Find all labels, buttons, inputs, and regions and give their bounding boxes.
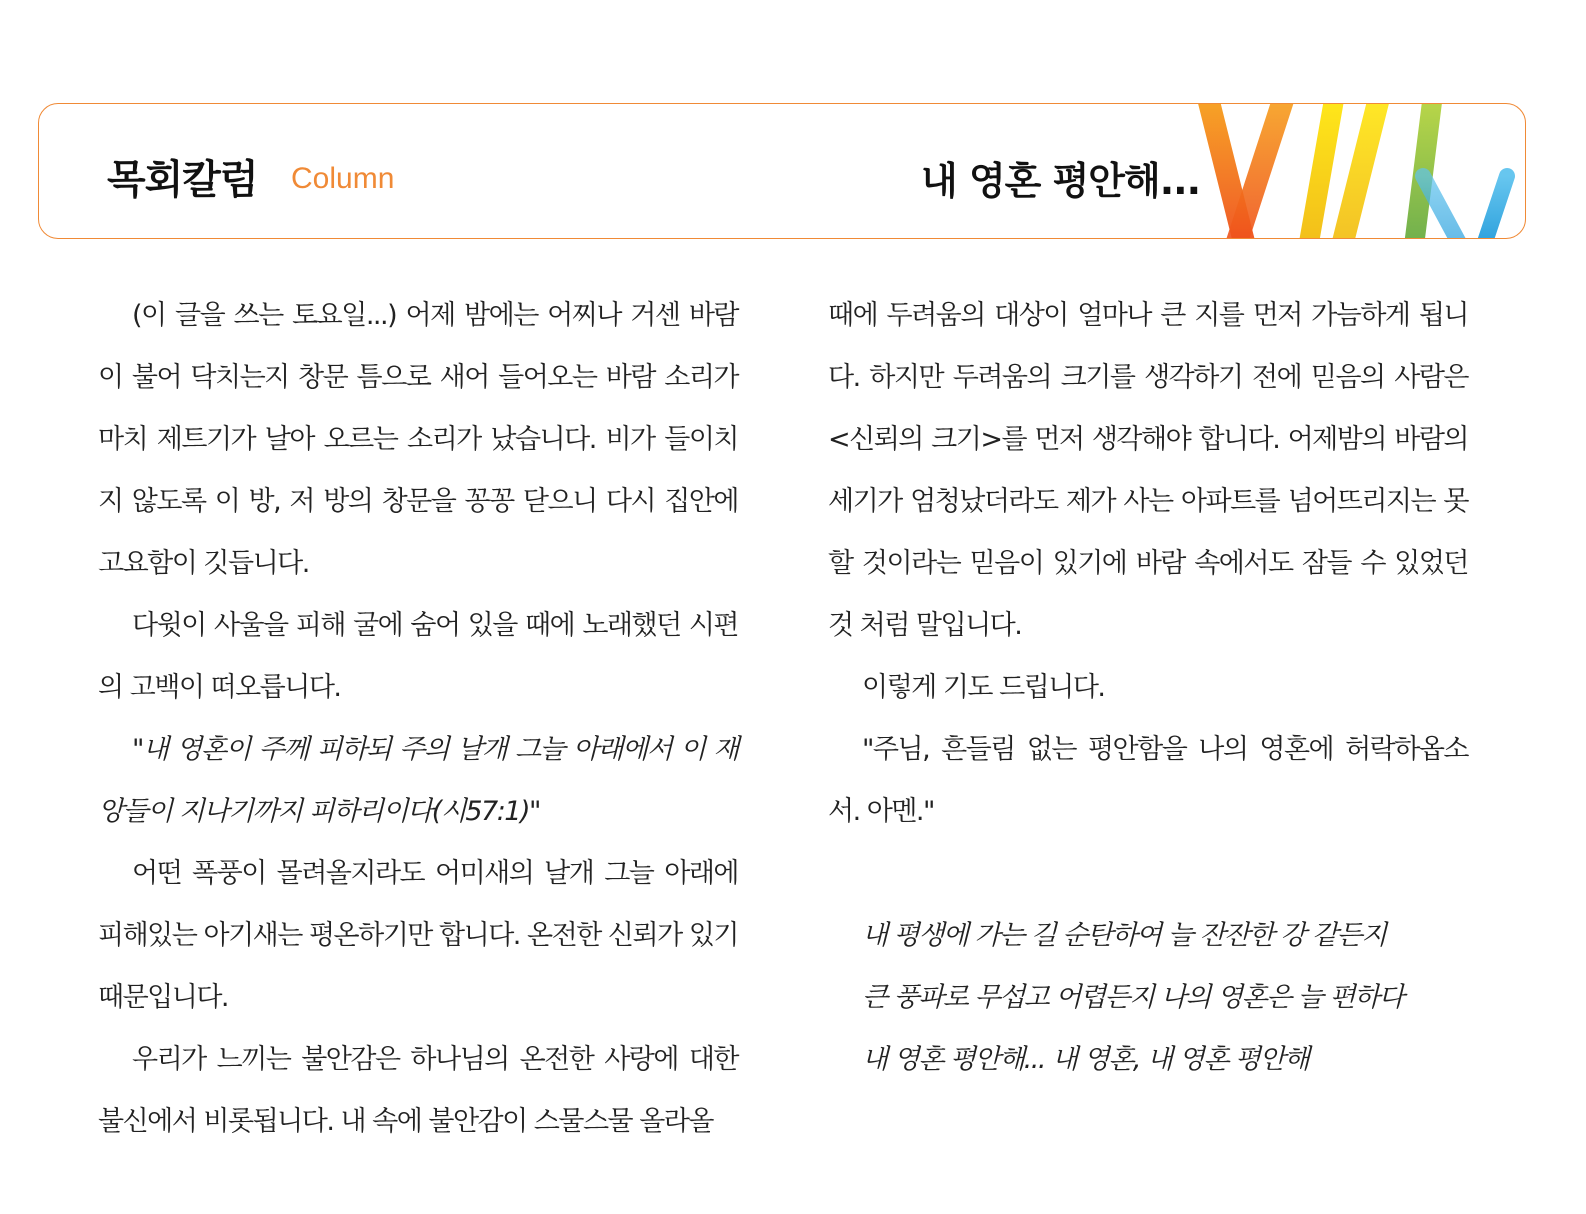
scripture-quote: "내 영혼이 주께 피하되 주의 날개 그늘 아래에서 이 재앙들이 지나기까지 피하리이다(시57:1)" — [98, 734, 738, 827]
color-stripes-decoration — [1195, 104, 1525, 239]
column-right — [828, 285, 1468, 1091]
hymn-line: 내 평생에 가는 길 순탄하여 늘 잔잔한 강 같든지 — [862, 920, 1386, 951]
column-left — [98, 285, 738, 1153]
paragraph: (이 글을 쓰는 토요일...) 어제 밤에는 어찌나 거센 바람이 불어 닥치는지 창문 틈으로 새어 들어오는 바람 소리가 마치 제트기가 날아 오르는 소리가 났습니다. 비가 들이치지 않도록 이 방, 저 방의 창문을 꽁꽁 닫으니 다시 집안에 고요함이 깃듭니다. — [98, 300, 738, 579]
section-title: 목회칼럼 — [107, 157, 258, 203]
hymn-line: 큰 풍파로 무섭고 어렵든지 나의 영혼은 늘 편하다 — [862, 982, 1404, 1013]
column-header — [38, 103, 1526, 239]
paragraph: 때에 두려움의 대상이 얼마나 큰 지를 먼저 가늠하게 됩니다. 하지만 두려움의 크기를 생각하기 전에 믿음의 사람은 <신뢰의 크기>를 먼저 생각해야 합니다. 어제밤의 바람의 세기가 엄청났더라도 제가 사는 아파트를 넘어뜨리지는 못할 것이라는 믿음이 있기에 바람 속에서도 잠들 수 있었던 것 처럼 말입니다. — [828, 300, 1468, 641]
spacer — [828, 843, 1468, 905]
paragraph: 어떤 폭풍이 몰려올지라도 어미새의 날개 그늘 아래에 피해있는 아기새는 평온하기만 합니다. 온전한 신뢰가 있기 때문입니다. — [98, 858, 738, 1013]
paragraph: 다윗이 사울을 피해 굴에 숨어 있을 때에 노래했던 시편의 고백이 떠오릅니다. — [98, 610, 738, 703]
article-title: 내 영혼 평안해... — [921, 159, 1201, 203]
paragraph: 이렇게 기도 드립니다. — [862, 672, 1105, 703]
hymn-line: 내 영혼 평안해... 내 영혼, 내 영혼 평안해 — [862, 1044, 1309, 1075]
prayer-quote: "주님, 흔들림 없는 평안함을 나의 영혼에 허락하옵소서. 아멘." — [828, 734, 1468, 827]
section-subtitle: Column — [291, 162, 395, 195]
paragraph: 우리가 느끼는 불안감은 하나님의 온전한 사랑에 대한 불신에서 비롯됩니다. 내 속에 불안감이 스물스물 올라올 — [98, 1044, 738, 1137]
